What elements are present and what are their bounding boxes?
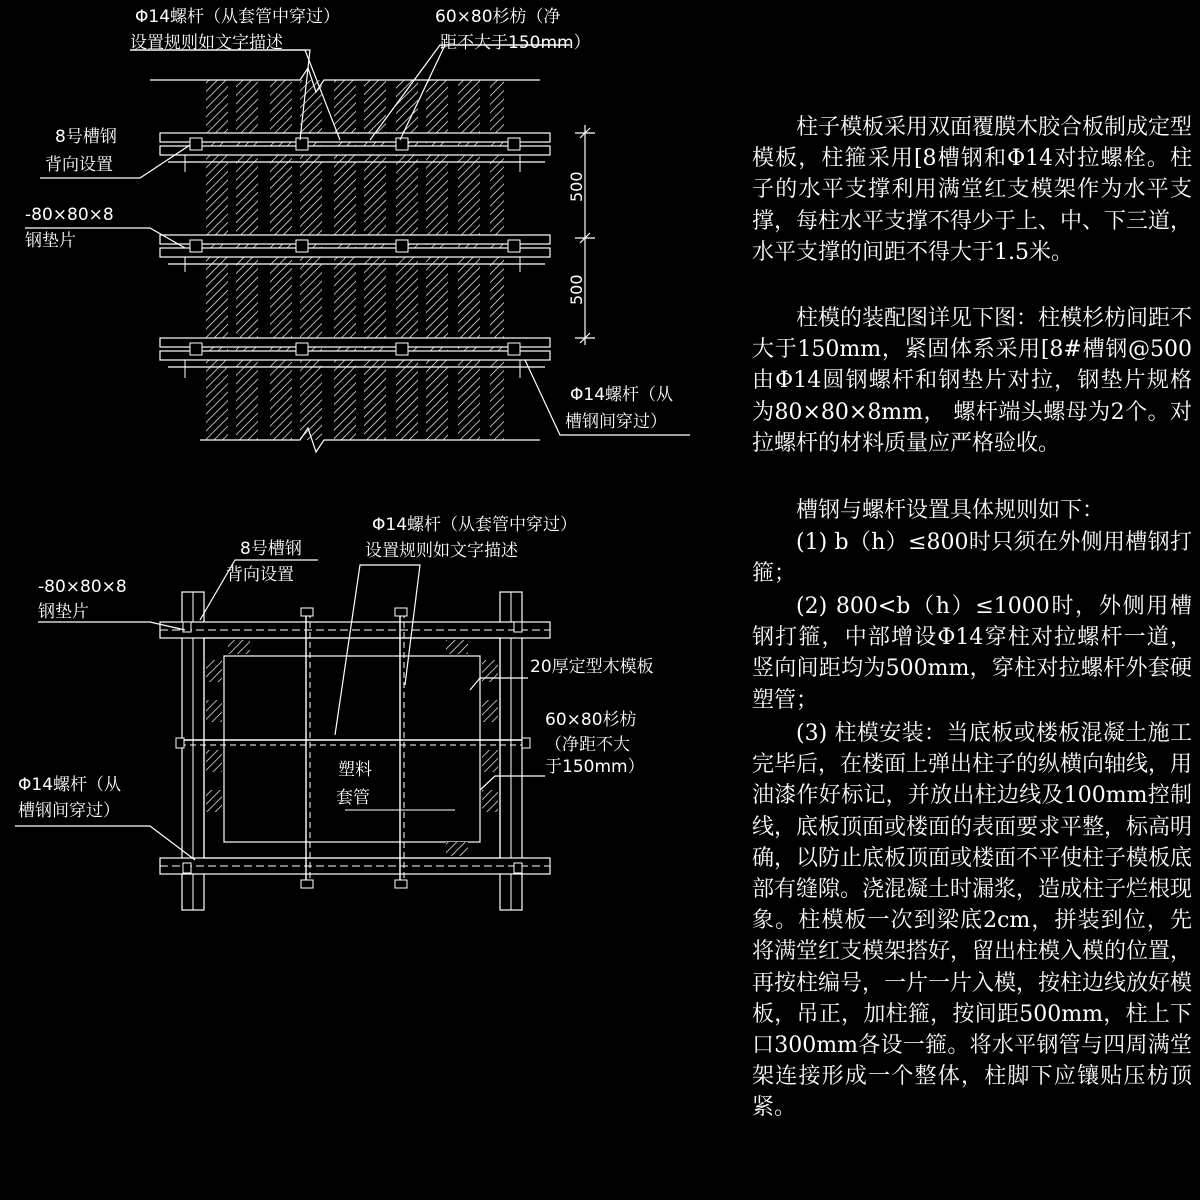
elev-bolt-top-label: Φ14螺杆（从套管中穿过） <box>135 7 341 27</box>
note-paragraph-4: (1) b（h）≤800时只须在外侧用槽钢打箍； <box>752 530 1192 587</box>
plan-sleeve-label-1: 塑料 <box>338 760 372 780</box>
plan-fir-label-1: 60×80杉枋 <box>545 710 637 730</box>
elev-pad-label-2: 钢垫片 <box>25 231 76 251</box>
plan-bolt-left-label-2: 槽钢间穿过） <box>18 801 120 821</box>
elev-fir-label-1: 60×80杉枋（净 <box>435 7 561 27</box>
note-paragraph-1: 柱子模板采用双面覆膜木胶合板制成定型模板，柱箍采用[8槽钢和Φ14对拉螺栓。柱子的水平支撑利用满堂红支模架作为水平支撑，每柱水平支撑不得少于上、中、下三道，水平支撑的间距不得大于1.5米。 <box>752 115 1193 265</box>
elev-bolt-right-label-2: 槽钢间穿过） <box>565 412 667 432</box>
elev-rule-label: 设置规则如文字描述 <box>130 33 283 53</box>
plan-view <box>15 560 550 910</box>
note-paragraph-3: 槽钢与螺杆设置具体规则如下： <box>796 498 1105 523</box>
plan-bolt-left-label-1: Φ14螺杆（从 <box>18 775 122 795</box>
elev-fir-label-2: 距不大于150mm） <box>440 33 591 53</box>
plan-board-label: 20厚定型木模板 <box>530 657 654 677</box>
note-paragraph-2: 柱模的装配图详见下图：柱模杉枋间距不大于150mm，紧固体系采用[8#槽钢@500由Φ14圆钢螺杆和钢垫片对拉，钢垫片规格为80×80×8mm， 螺杆端头螺母为2个。对拉螺杆的材料质量应严格验收。 <box>752 306 1193 456</box>
dimension-line <box>575 125 595 345</box>
plan-pad-label-1: -80×80×8 <box>38 577 127 597</box>
plan-pad-label-2: 钢垫片 <box>38 602 89 622</box>
plan-bolt-top-label: Φ14螺杆（从套管中穿过） <box>372 515 578 535</box>
note-paragraph-5: (2) 800<b（h）≤1000时，外侧用槽钢打箍，中部增设Φ14穿柱对拉螺杆一道，竖向间距均为500mm，穿柱对拉螺杆外套硬塑管； <box>752 594 1192 713</box>
elev-bolt-right-label-1: Φ14螺杆（从 <box>570 385 674 405</box>
plan-rule-label: 设置规则如文字描述 <box>365 541 518 561</box>
plan-channel-label-2: 背向设置 <box>226 565 294 585</box>
plan-fir-label-2: （净距不大 <box>545 735 630 755</box>
plan-sleeve-label-2: 套管 <box>336 788 370 808</box>
plan-fir-label-3: 于150mm） <box>545 757 645 777</box>
elev-dim-500-2: 500 <box>567 274 586 305</box>
elev-pad-label-1: -80×80×8 <box>25 205 114 225</box>
note-paragraph-6: (3) 柱模安装：当底板或楼板混凝土施工完毕后，在楼面上弹出柱子的纵横向轴线，用油漆作好标记，并放出柱边线及100mm控制线，底板顶面或楼面的表面要求平整，标高明确，以防止底板顶面或楼面不平使柱子模板底部有缝隙。浇混凝土时漏浆，造成柱子烂根现象。柱模板一次到梁底2cm，拼装到位，先将满堂红支模架搭好，留出柱模入模的位置，再按柱编号，一片一片入模，按柱边线放好模板，吊正，加柱箍，按间距500mm，柱上下口300mm各设一箍。将水平钢管与四周满堂架连接形成一个整体，柱脚下应镶贴压枋顶紧。 <box>752 721 1193 1121</box>
elev-channel-label-2: 背向设置 <box>45 155 113 175</box>
plan-channel-label-1: 8号槽钢 <box>240 539 302 559</box>
plan-fir-battens <box>206 640 498 856</box>
elev-channel-label-1: 8号槽钢 <box>55 127 117 147</box>
elev-dim-500-1: 500 <box>567 171 586 202</box>
